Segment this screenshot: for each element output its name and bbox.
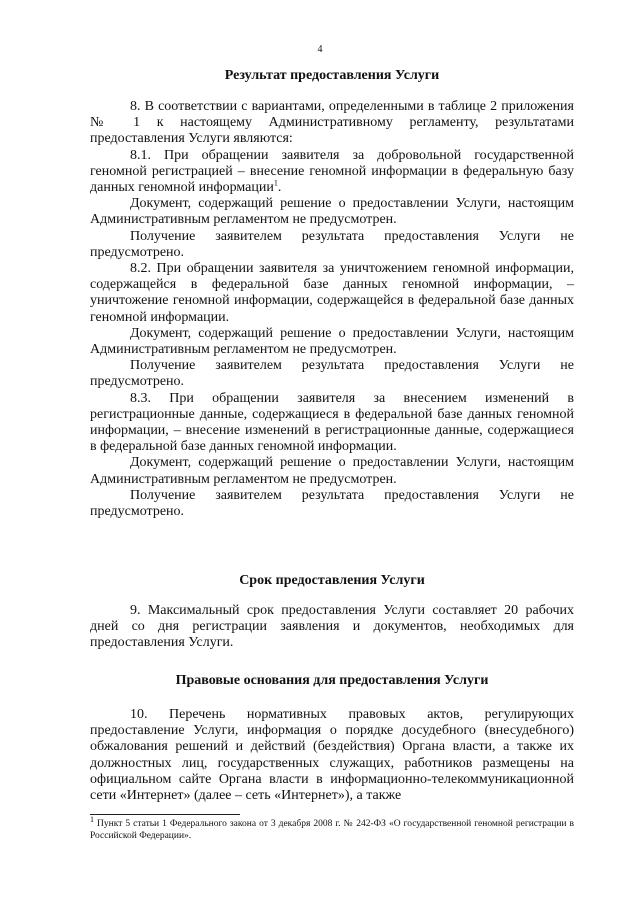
paragraph-8-2: 8.2. При обращении заявителя за уничтожением геномной информации, содержащейся в федеральной базе данных геномной информации, – уничтожение геномной информации, содержащейся в федеральной базе данных геномной информации. [90, 261, 574, 325]
paragraph-8: 8. В соответствии с вариантами, определенными в таблице 2 приложения № 1 к настоящему Административному регламенту, результатами предоставления Услуги являются: [90, 99, 574, 147]
section-heading-term: Срок предоставления Услуги [239, 573, 425, 588]
paragraph-8-1-end: . [277, 180, 282, 196]
paragraph-receipt-3: Получение заявителем результата предоставления Услуги не предусмотрено. [90, 487, 574, 520]
page-number: 4 [317, 44, 323, 55]
paragraph-document-3: Документ, содержащий решение о предоставлении Услуги, настоящим Административным регламентом не предусмотрен. [90, 455, 574, 487]
paragraph-8-1 [90, 148, 574, 197]
section-heading-legal: Правовые основания для предоставления Услуги [175, 673, 489, 688]
paragraph-document-1: Документ, содержащий решение о предоставлении Услуги, настоящим Административным регламентом не предусмотрен. [90, 196, 574, 228]
footnote-text: Пункт 5 статьи 1 Федерального закона от 3 декабря 2008 г. № 242-ФЗ «О государственной геномной регистрации в Российской Федерации». [90, 819, 574, 841]
footnote-ref: 1 [273, 178, 278, 188]
footnote [90, 814, 574, 842]
paragraph-receipt-1: Получение заявителем результата предоставления Услуги не предусмотрено. [90, 228, 574, 260]
paragraph-8-3: 8.3. При обращении заявителя за внесением изменений в регистрационные данные, содержащиеся в федеральной базе данных геномной информации, – внесение изменений в регистрационные данные, содержащиеся в федеральной базе данных геномной информации. [90, 390, 574, 455]
paragraph-8-1-text: 8.1. При обращении заявителя за добровольной государственной геномной регистрацией – внесение геномной информации в федеральную базу данных геномной информации [90, 147, 574, 196]
paragraph-10: 10. Перечень нормативных правовых актов, регулирующих предоставление Услуги, информация о порядке досудебного (внесудебного) обжалования решений и действий (бездействия) Органа власти, а также их должностных лиц, государственных служащих, работников размещены на официальном сайте Органа власти в информационно-телекоммуникационной сети «Интернет» (далее – сеть «Интернет»), а также [90, 707, 574, 804]
paragraph-document-2: Документ, содержащий решение о предоставлении Услуги, настоящим Административным регламентом не предусмотрен. [90, 325, 574, 358]
section-result-body [90, 99, 574, 520]
paragraph-9: 9. Максимальный срок предоставления Услуги составляет 20 рабочих дней со дня регистрации заявления и документов, необходимых для предоставления Услуги. [90, 603, 574, 651]
section-term-body [90, 603, 574, 652]
footnote-mark: 1 [90, 814, 94, 824]
section-legal-body [90, 707, 574, 804]
section-heading-result: Результат предоставления Услуги [224, 68, 440, 83]
footnote-divider [90, 814, 240, 815]
paragraph-receipt-2: Получение заявителем результата предоставления Услуги не предусмотрено. [90, 358, 574, 390]
